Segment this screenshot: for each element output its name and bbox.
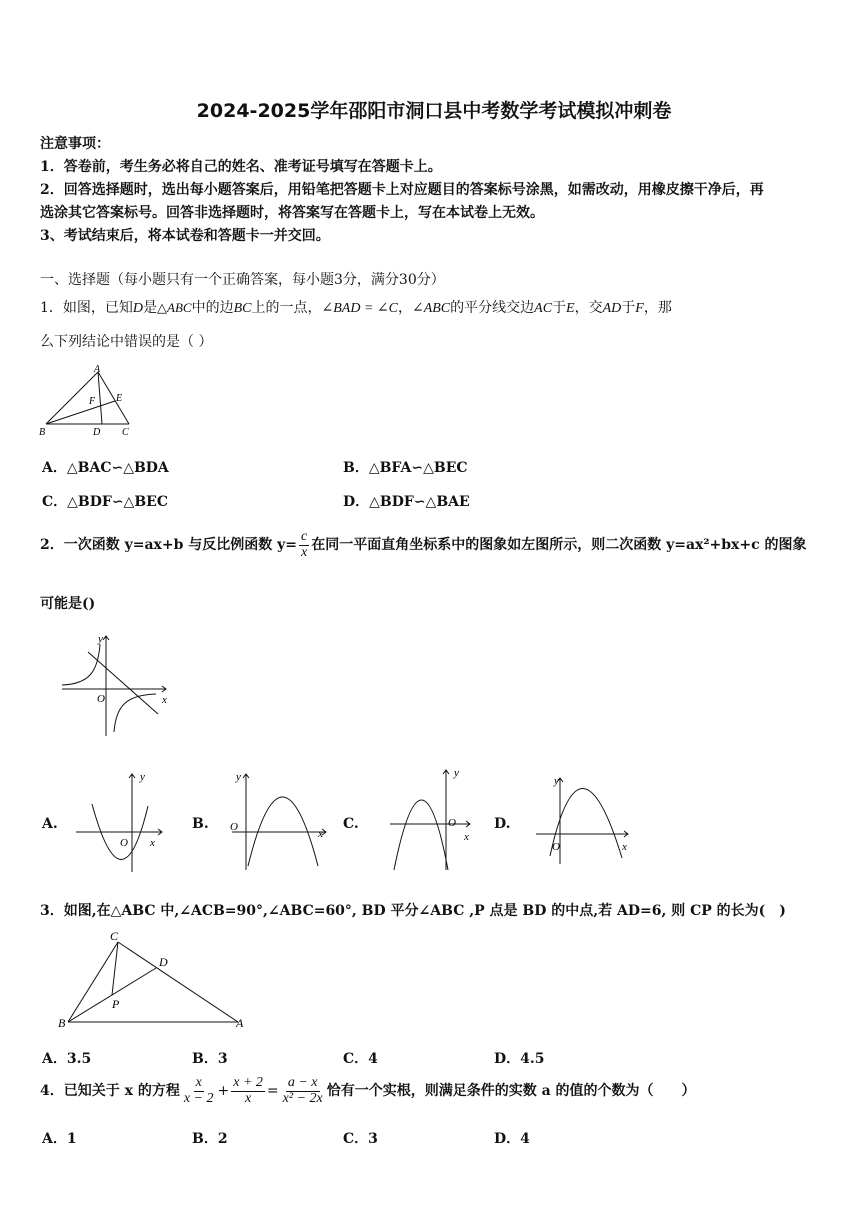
svg-text:O: O — [120, 837, 128, 849]
label-P: P — [112, 997, 120, 1011]
q3-option-b: B．3 — [192, 1051, 228, 1067]
svg-text:y: y — [98, 633, 103, 645]
svg-text:O: O — [97, 693, 105, 705]
q2-graph-d — [532, 770, 640, 870]
svg-text:x: x — [464, 831, 469, 843]
label-D: D — [93, 427, 101, 438]
label-C: C — [110, 929, 119, 943]
q2-option-d: D. — [494, 816, 511, 832]
q2-text-line2: 可能是() — [40, 596, 96, 612]
svg-text:x: x — [162, 694, 167, 706]
label-D: D — [159, 955, 168, 969]
svg-text:O: O — [552, 841, 560, 853]
label-A: A — [94, 364, 101, 375]
q2-option-b: B. — [192, 816, 209, 832]
label-E: E — [116, 393, 123, 404]
q2-graph-a — [70, 766, 170, 878]
q4-option-c: C．3 — [343, 1131, 378, 1147]
q1-option-a: A．△BAC∽△BDA — [42, 460, 169, 476]
q1-option-c: C．△BDF∽△BEC — [42, 494, 168, 510]
notice-item-3: 3、考试结束后，将本试卷和答题卡一并交回。 — [40, 228, 330, 244]
svg-text:y: y — [454, 767, 459, 779]
q2-graph-c — [382, 760, 482, 874]
svg-text:O: O — [230, 821, 238, 833]
notice-item-1: 1．答卷前，考生务必将自己的姓名、准考证号填写在答题卡上。 — [40, 159, 442, 175]
label-F: F — [89, 396, 96, 407]
svg-text:O: O — [448, 817, 456, 829]
q3-option-d: D．4.5 — [494, 1051, 545, 1067]
q2-text: 2．一次函数 y=ax+b 与反比例函数 y= $\frac{c}{x}$ 在同一平面直角坐标系中的图象如左图所示，则二次函数 y=ax²+bx+c 的图象 — [40, 529, 807, 560]
q1-text: 1．如图，已知D是△ABC中的边BC上的一点，∠BAD = ∠C，∠ABC的平分线交边AC于E，交AD于F，那 — [40, 300, 672, 316]
q1-option-b: B．△BFA∽△BEC — [343, 460, 468, 476]
q2-option-c: C. — [343, 816, 359, 832]
q4-option-b: B．2 — [192, 1131, 228, 1147]
q2-option-a: A. — [42, 816, 58, 832]
notice-item-2-cont: 选涂其它答案标号。回答非选择题时，将答案写在答题卡上，写在本试卷上无效。 — [40, 205, 544, 221]
q3-triangle-figure — [52, 926, 252, 1032]
q1-triangle-figure — [38, 364, 138, 440]
section-heading: 一、选择题（每小题只有一个正确答案，每小题3分，满分30分） — [40, 272, 445, 288]
notice-item-2: 2．回答选择题时，选出每小题答案后，用铅笔把答题卡上对应题目的答案标号涂黑，如需改动，用橡皮擦干净后，再 — [40, 182, 764, 198]
svg-text:y: y — [236, 771, 241, 783]
q4-option-a: A．1 — [42, 1131, 77, 1147]
svg-text:y: y — [554, 775, 559, 787]
svg-text:x: x — [150, 837, 155, 849]
q3-option-a: A．3.5 — [42, 1051, 92, 1067]
svg-text:y: y — [140, 771, 145, 783]
label-B: B — [58, 1016, 66, 1030]
q2-graph-b — [226, 766, 336, 878]
label-A: A — [236, 1016, 244, 1030]
notice-heading: 注意事项： — [40, 136, 110, 152]
q3-text: 3．如图,在△ABC 中,∠ACB=90°,∠ABC=60°, BD 平分∠ABC ,P 点是 BD 的中点,若 AD=6, 则 CP 的长为( ) — [40, 903, 786, 919]
q4-option-d: D．4 — [494, 1131, 530, 1147]
svg-text:x: x — [622, 841, 627, 853]
q1-option-d: D．△BDF∽△BAE — [343, 494, 470, 510]
label-B: B — [39, 427, 46, 438]
label-C: C — [122, 427, 129, 438]
q3-option-c: C．4 — [343, 1051, 378, 1067]
q4-text: 4．已知关于 x 的方程 $\frac{x}{x - 2}$ + $\frac{x + 2}{x}$ = $\frac{a - x}{\text{x² − 2x}}$ 恰有一个实根，则满足条件的实数 a 的值的个数为（ ） — [40, 1075, 696, 1106]
page-title: 2024-2025学年邵阳市洞口县中考数学考试模拟冲刺卷 — [196, 100, 672, 122]
q2-reference-graph — [58, 628, 178, 740]
svg-text:x: x — [318, 828, 323, 840]
q1-text-line2: 么下列结论中错误的是（ ） — [40, 334, 213, 350]
